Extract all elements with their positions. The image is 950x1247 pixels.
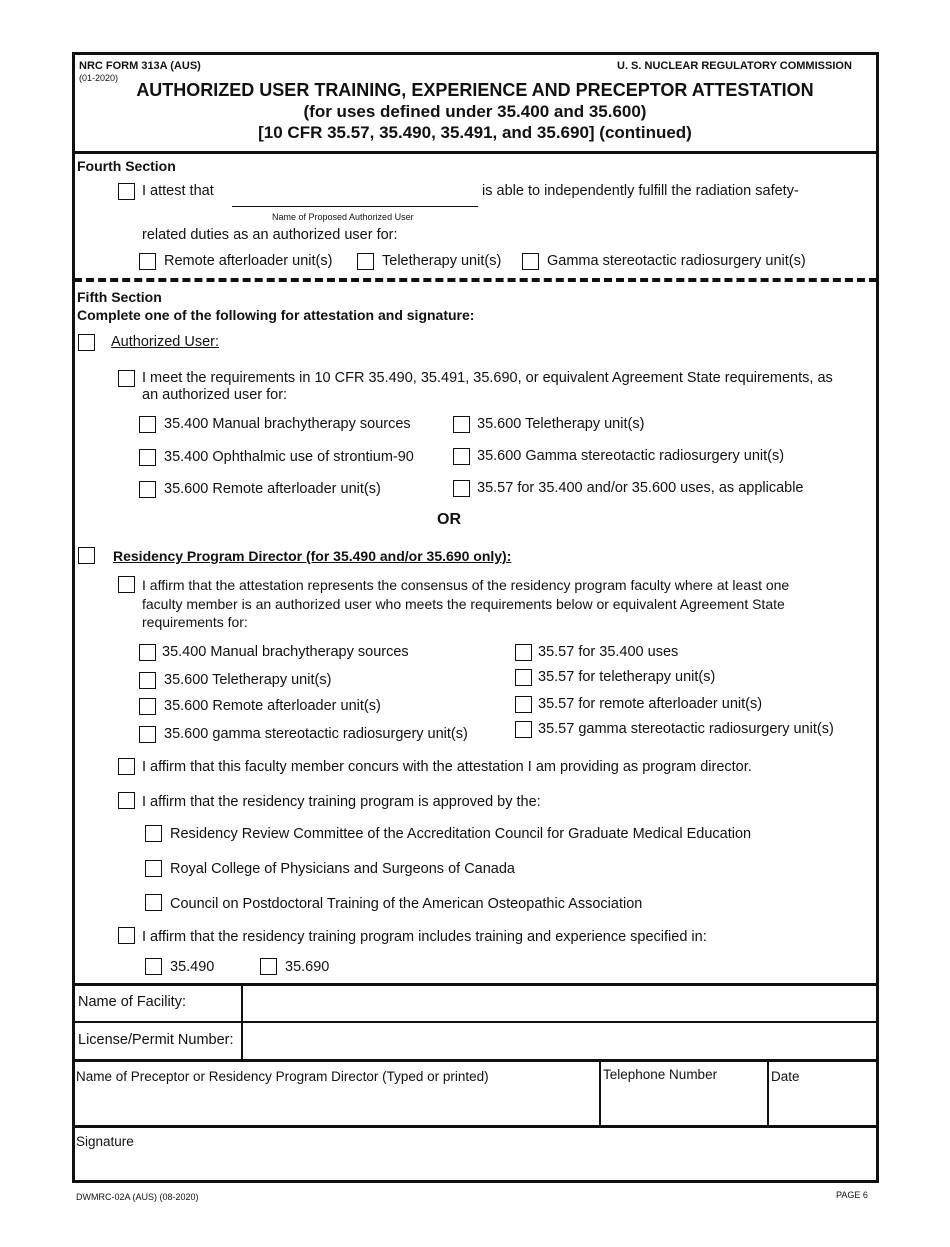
rpd-opt-label: 35.600 Teletherapy unit(s): [164, 672, 332, 688]
form-subtitle: (for uses defined under 35.400 and 35.600): [303, 102, 647, 121]
rpd-opt-checkbox[interactable]: [515, 721, 532, 738]
gamma-stereotactic-label: Gamma stereotactic radiosurgery unit(s): [547, 253, 806, 269]
teletherapy-label: Teletherapy unit(s): [382, 253, 502, 269]
fifth-section-instruction: Complete one of the following for attestation and signature:: [77, 307, 475, 323]
date-label: Date: [771, 1069, 800, 1084]
footer-form-code: DWMRC-02A (AUS) (08-2020): [76, 1192, 199, 1202]
approved-text: I affirm that the residency training program is approved by the:: [142, 794, 541, 810]
phone-divider: [599, 1061, 601, 1125]
au-opt-label: 35.600 Teletherapy unit(s): [477, 416, 645, 432]
au-opt-checkbox[interactable]: [453, 448, 470, 465]
fourth-section-heading: Fourth Section: [77, 158, 176, 174]
au-meet-text: I meet the requirements in 10 CFR 35.490, 35.491, 35.690, or equivalent Agreement State requirements, as: [142, 370, 833, 386]
agency-name: U. S. NUCLEAR REGULATORY COMMISSION: [617, 60, 852, 72]
au-opt-checkbox[interactable]: [453, 416, 470, 433]
approver-label: Residency Review Committee of the Accreditation Council for Graduate Medical Education: [170, 826, 752, 842]
rpd-opt-label: 35.57 for teletherapy unit(s): [538, 669, 716, 685]
includes-checkbox[interactable]: [118, 927, 135, 944]
au-meet-checkbox[interactable]: [118, 370, 135, 387]
rpd-opt-checkbox[interactable]: [139, 644, 156, 661]
rpd-opt-checkbox[interactable]: [139, 698, 156, 715]
inc-opt-label: 35.490: [170, 959, 215, 975]
rpd-opt-checkbox[interactable]: [139, 672, 156, 689]
form-id: NRC FORM 313A (AUS): [79, 60, 201, 72]
teletherapy-checkbox[interactable]: [357, 253, 374, 270]
rpd-affirm-text-3: requirements for:: [142, 614, 248, 630]
rpd-opt-label: 35.57 for 35.400 uses: [538, 644, 679, 660]
concur-text: I affirm that this faculty member concurs with the attestation I am providing as program director.: [142, 759, 752, 775]
inc-opt-checkbox[interactable]: [145, 958, 162, 975]
facility-label: Name of Facility:: [78, 994, 186, 1010]
signature-input[interactable]: [74, 1150, 876, 1180]
gamma-stereotactic-checkbox[interactable]: [522, 253, 539, 270]
rpd-opt-checkbox[interactable]: [515, 669, 532, 686]
phone-label: Telephone Number: [603, 1067, 718, 1082]
rpd-opt-label: 35.57 for remote afterloader unit(s): [538, 696, 763, 712]
license-divider: [72, 1059, 879, 1062]
residency-director-checkbox[interactable]: [78, 547, 95, 564]
residency-director-label: Residency Program Director (for 35.490 and/or 35.690 only):: [113, 548, 512, 564]
rpd-opt-checkbox[interactable]: [139, 726, 156, 743]
inc-opt-label: 35.690: [285, 959, 330, 975]
license-label: License/Permit Number:: [78, 1032, 234, 1048]
remote-afterloader-label: Remote afterloader unit(s): [164, 253, 333, 269]
attest-checkbox[interactable]: [118, 183, 135, 200]
form-citation: [10 CFR 35.57, 35.490, 35.491, and 35.690] (continued): [258, 123, 692, 142]
date-input[interactable]: [770, 1086, 876, 1124]
au-opt-checkbox[interactable]: [139, 449, 156, 466]
au-opt-label: 35.57 for 35.400 and/or 35.600 uses, as applicable: [477, 480, 804, 496]
attest-continuation-2: related duties as an authorized user for:: [142, 227, 398, 243]
proposed-user-caption: Name of Proposed Authorized User: [272, 212, 414, 222]
concur-checkbox[interactable]: [118, 758, 135, 775]
au-opt-checkbox[interactable]: [453, 480, 470, 497]
page-number: PAGE 6: [836, 1190, 868, 1200]
rpd-opt-checkbox[interactable]: [515, 696, 532, 713]
rpd-opt-label: 35.400 Manual brachytherapy sources: [162, 644, 409, 660]
date-divider: [767, 1061, 769, 1125]
au-opt-label: 35.600 Remote afterloader unit(s): [164, 481, 381, 497]
rpd-opt-label: 35.600 gamma stereotactic radiosurgery unit(s): [164, 726, 468, 742]
form-revision: (01-2020): [79, 73, 119, 83]
au-opt-checkbox[interactable]: [139, 416, 156, 433]
au-opt-label: 35.400 Manual brachytherapy sources: [164, 416, 411, 432]
section-divider: [74, 278, 877, 282]
au-opt-label: 35.600 Gamma stereotactic radiosurgery unit(s): [477, 448, 785, 464]
or-separator: OR: [437, 511, 461, 528]
inc-opt-checkbox[interactable]: [260, 958, 277, 975]
approved-checkbox[interactable]: [118, 792, 135, 809]
approver-checkbox[interactable]: [145, 894, 162, 911]
rpd-opt-label: 35.57 gamma stereotactic radiosurgery unit(s): [538, 721, 834, 737]
facility-input[interactable]: [244, 986, 876, 1020]
approver-checkbox[interactable]: [145, 860, 162, 877]
phone-input[interactable]: [602, 1086, 766, 1124]
authorized-user-checkbox[interactable]: [78, 334, 95, 351]
signature-divider: [72, 1125, 879, 1128]
form-title: AUTHORIZED USER TRAINING, EXPERIENCE AND PRECEPTOR ATTESTATION: [136, 80, 814, 100]
approver-label: Royal College of Physicians and Surgeons of Canada: [170, 861, 515, 877]
rpd-affirm-text-2: faculty member is an authorized user who meets the requirements below or equivalent Agreement State: [142, 596, 785, 612]
preceptor-label: Name of Preceptor or Residency Program Director (Typed or printed): [76, 1069, 489, 1084]
fifth-section-heading: Fifth Section: [77, 289, 162, 305]
includes-text: I affirm that the residency training program includes training and experience specified in:: [142, 929, 707, 945]
approver-checkbox[interactable]: [145, 825, 162, 842]
rpd-opt-checkbox[interactable]: [515, 644, 532, 661]
header-divider: [72, 151, 879, 154]
remote-afterloader-checkbox[interactable]: [139, 253, 156, 270]
rpd-affirm-text: I affirm that the attestation represents the consensus of the residency program faculty where at least one: [142, 577, 790, 593]
rpd-opt-label: 35.600 Remote afterloader unit(s): [164, 698, 381, 714]
authorized-user-label: Authorized User:: [111, 334, 219, 350]
approver-label: Council on Postdoctoral Training of the American Osteopathic Association: [170, 896, 643, 912]
preceptor-input[interactable]: [74, 1086, 598, 1124]
au-opt-checkbox[interactable]: [139, 481, 156, 498]
au-meet-text-2: an authorized user for:: [142, 387, 288, 403]
attest-continuation: is able to independently fulfill the radiation safety-: [482, 183, 799, 199]
au-opt-label: 35.400 Ophthalmic use of strontium-90: [164, 449, 414, 465]
rpd-affirm-checkbox[interactable]: [118, 576, 135, 593]
signature-label: Signature: [76, 1134, 134, 1149]
proposed-user-name-field[interactable]: [232, 206, 478, 207]
attest-label: I attest that: [142, 183, 214, 199]
license-input[interactable]: [244, 1023, 876, 1059]
